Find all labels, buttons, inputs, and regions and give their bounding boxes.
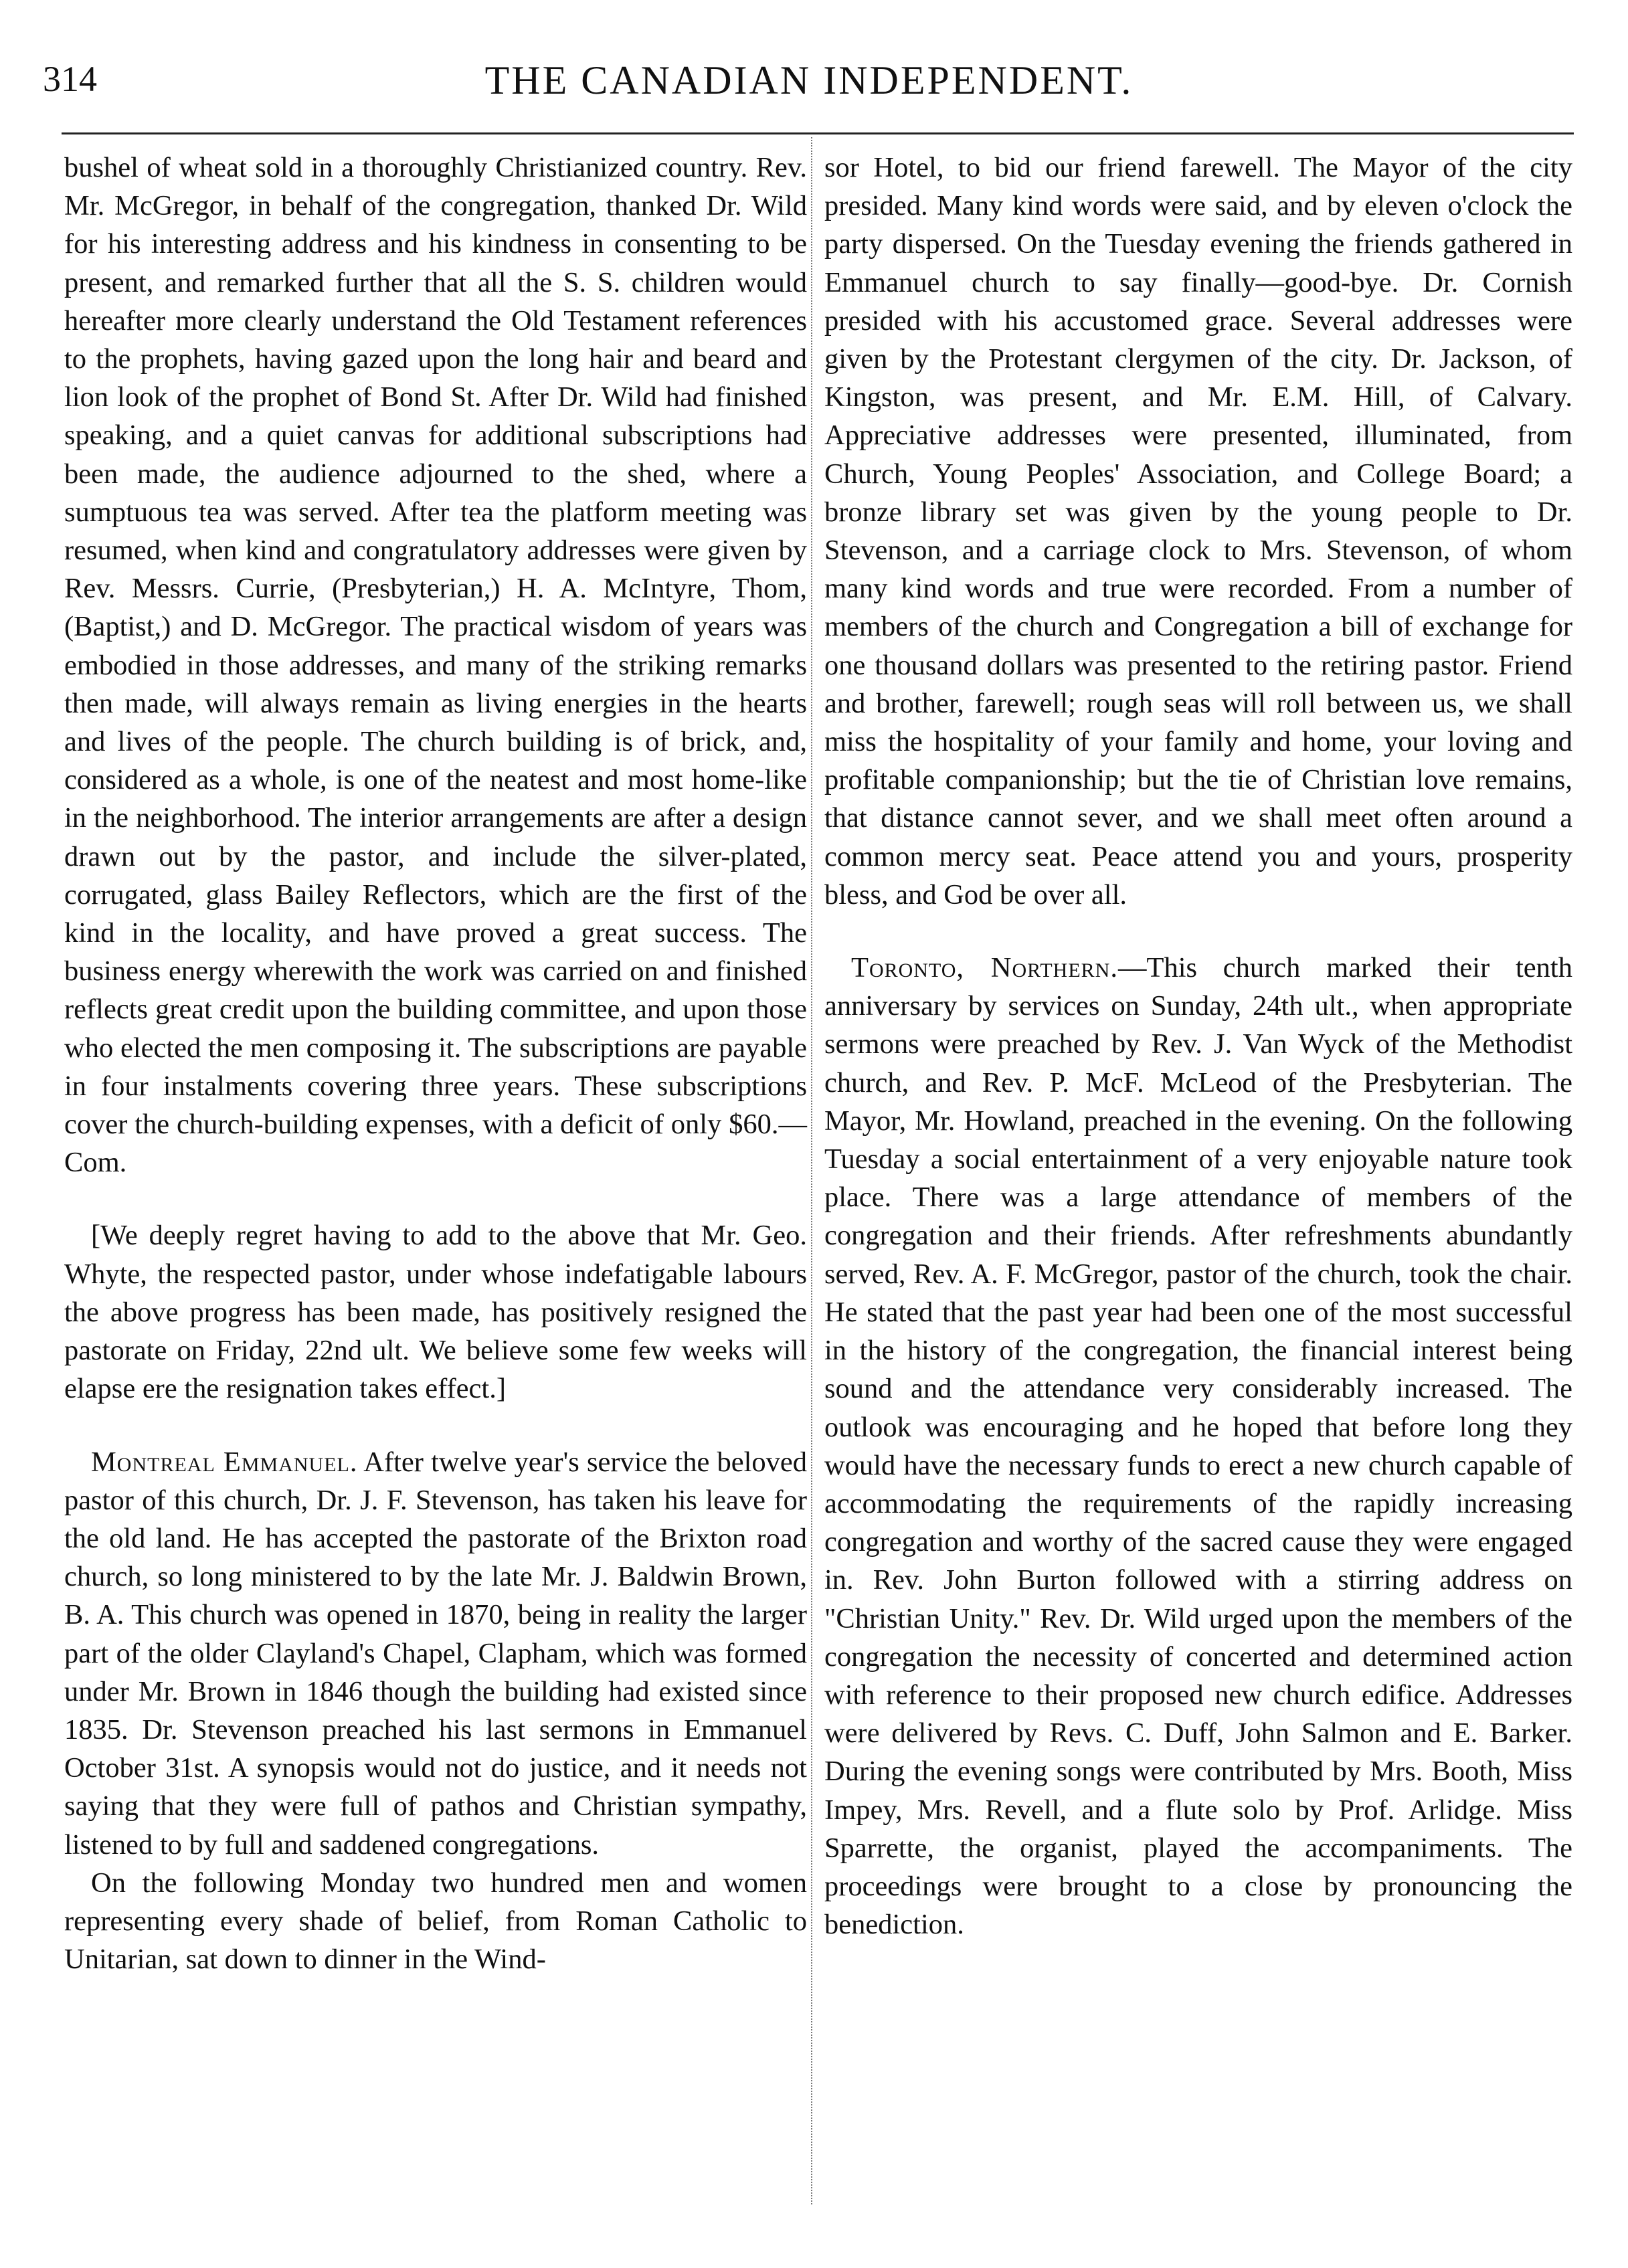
article-heading: Toronto, Northern. bbox=[851, 952, 1118, 984]
paragraph-text: —This church marked their tenth anniversary by services on Sunday, 24th ult., when appropriate sermons were preached by Rev. J. Van Wyck of the Methodist church, and Rev. P. McF. McLeod of the Presbyterian. The Mayor, Mr. Howland, preached in the evening. On the following Tuesday a social entertainment of a very enjoyable nature took place. There was a large attendance of members of the congregation and their friends. After refreshments abundantly served, Rev. A. F. McGregor, pastor of the church, took the chair. He stated that the past year had been one of the most successful in the history of the congregation, the financial interest being sound and the attendance very considerably increased. The outlook was encouraging and he hoped that before long they would have the necessary funds to erect a new church capable of accommodating the requirements of the rapidly increasing congregation and worthy of the sacred cause they were engaged in. Rev. John Burton followed with a stirring address on "Christian Unity." Rev. Dr. Wild urged upon the members of the congregation the necessity of concerted and determined action with reference to their proposed new church edifice. Addresses were delivered by Revs. C. Duff, John Salmon and E. Barker. During the evening songs were contributed by Mrs. Booth, Miss Impey, Mrs. Revell, and a flute solo by Prof. Arlidge. Miss Sparrette, the organist, played the accompaniments. The proceedings were brought to a close by pronouncing the benediction. bbox=[824, 952, 1572, 1941]
article-paragraph bbox=[824, 149, 1572, 914]
paragraph-text: sor Hotel, to bid our friend farewell. The Mayor of the city presided. Many kind words were said, and by eleven o'clock the party dispersed. On the Tuesday evening the friends gathered in Emmanuel church to say finally—good-bye. Dr. Cornish presided with his accustomed grace. Several addresses were given by the Protestant clergymen of the city. Dr. Jackson, of Kingston, was present, and Mr. E.M. Hill, of Calvary. Appreciative addresses were presented, illuminated, from Church, Young Peoples' Association, and College Board; a bronze library set was given by the young people to Dr. Stevenson, and a carriage clock to Mrs. Stevenson, of whom many kind words and true were recorded. From a number of members of the church and Congregation a bill of exchange for one thousand dollars was presented to the retiring pastor. Friend and brother, farewell; rough seas will roll between us, we shall miss the hospitality of your family and home, your loving and profitable companionship; but the tie of Christian love remains, that distance cannot sever, and we shall meet often around a common mercy seat. Peace attend you and yours, prosperity bless, and God be over all. bbox=[824, 152, 1572, 911]
paragraph-text: After twelve year's service the beloved pastor of this church, Dr. J. F. Stevenson, has taken his leave for the old land. He has accepted the pastorate of the Brixton road church, so long ministered to by the late Mr. J. Baldwin Brown, B. A. This church was opened in 1870, being in reality the larger part of the older Clayland's Chapel, Clapham, which was formed under Mr. Brown in 1846 though the building had existed since 1835. Dr. Stevenson preached his last sermons in Emmanuel October 31st. A synopsis would not do justice, and it needs not saying that they were full of pathos and Christian sympathy, listened to by full and saddened congregations. bbox=[64, 1446, 807, 1861]
article-paragraph bbox=[824, 949, 1572, 1944]
right-column bbox=[824, 149, 1572, 1944]
paragraph-text: [We deeply regret having to add to the above that Mr. Geo. Whyte, the respected pastor, under whose indefatigable labours the above progress has been made, has positively resigned the pastorate on Friday, 22nd ult. We believe some few weeks will elapse ere the resignation takes effect.] bbox=[64, 1220, 807, 1405]
journal-title: THE CANADIAN INDEPENDENT. bbox=[484, 58, 1134, 102]
left-column bbox=[64, 149, 807, 1978]
article-paragraph bbox=[64, 1443, 807, 1864]
editorial-note bbox=[64, 1216, 807, 1408]
paragraph-text: On the following Monday two hundred men and women representing every shade of belief, from Roman Catholic to Unitarian, sat down to dinner in the Wind- bbox=[64, 1867, 807, 1976]
article-paragraph bbox=[64, 149, 807, 1182]
header-rule bbox=[62, 132, 1574, 134]
paragraph-text: bushel of wheat sold in a thoroughly Christianized country. Rev. Mr. McGregor, in behalf of the congregation, thanked Dr. Wild for his interesting address and his kindness in consenting to be present, and remarked further that all the S. S. children would hereafter more clearly understand the Old Testament references to the prophets, having gazed upon the long hair and beard and lion look of the prophet of Bond St. After Dr. Wild had finished speaking, and a quiet canvas for additional subscriptions had been made, the audience adjourned to the shed, where a sumptuous tea was served. After tea the platform meeting was resumed, when kind and congratulatory addresses were given by Rev. Messrs. Currie, (Presbyterian,) H. A. McIntyre, Thom, (Baptist,) and D. McGregor. The practical wisdom of years was embodied in those addresses, and many of the striking remarks then made, will always remain as living energies in the hearts and lives of the people. The church building is of brick, and, considered as a whole, is one of the neatest and most home-like in the neighborhood. The interior arrangements are after a design drawn out by the pastor, and include the silver-plated, corrugated, glass Bailey Reflectors, which are the first of the kind in the locality, and have proved a great success. The business energy wherewith the work was carried on and finished reflects great credit upon the building committee, and upon those who elected the men composing it. The subscriptions are payable in four instalments covering three years. These subscriptions cover the church-building expenses, with a deficit of only $60.—Com. bbox=[64, 152, 807, 1179]
column-divider bbox=[811, 137, 812, 2204]
article-heading: Montreal Emmanuel. bbox=[91, 1446, 358, 1478]
article-paragraph bbox=[64, 1864, 807, 1979]
page-header bbox=[43, 47, 1575, 107]
page-number: 314 bbox=[43, 59, 97, 99]
